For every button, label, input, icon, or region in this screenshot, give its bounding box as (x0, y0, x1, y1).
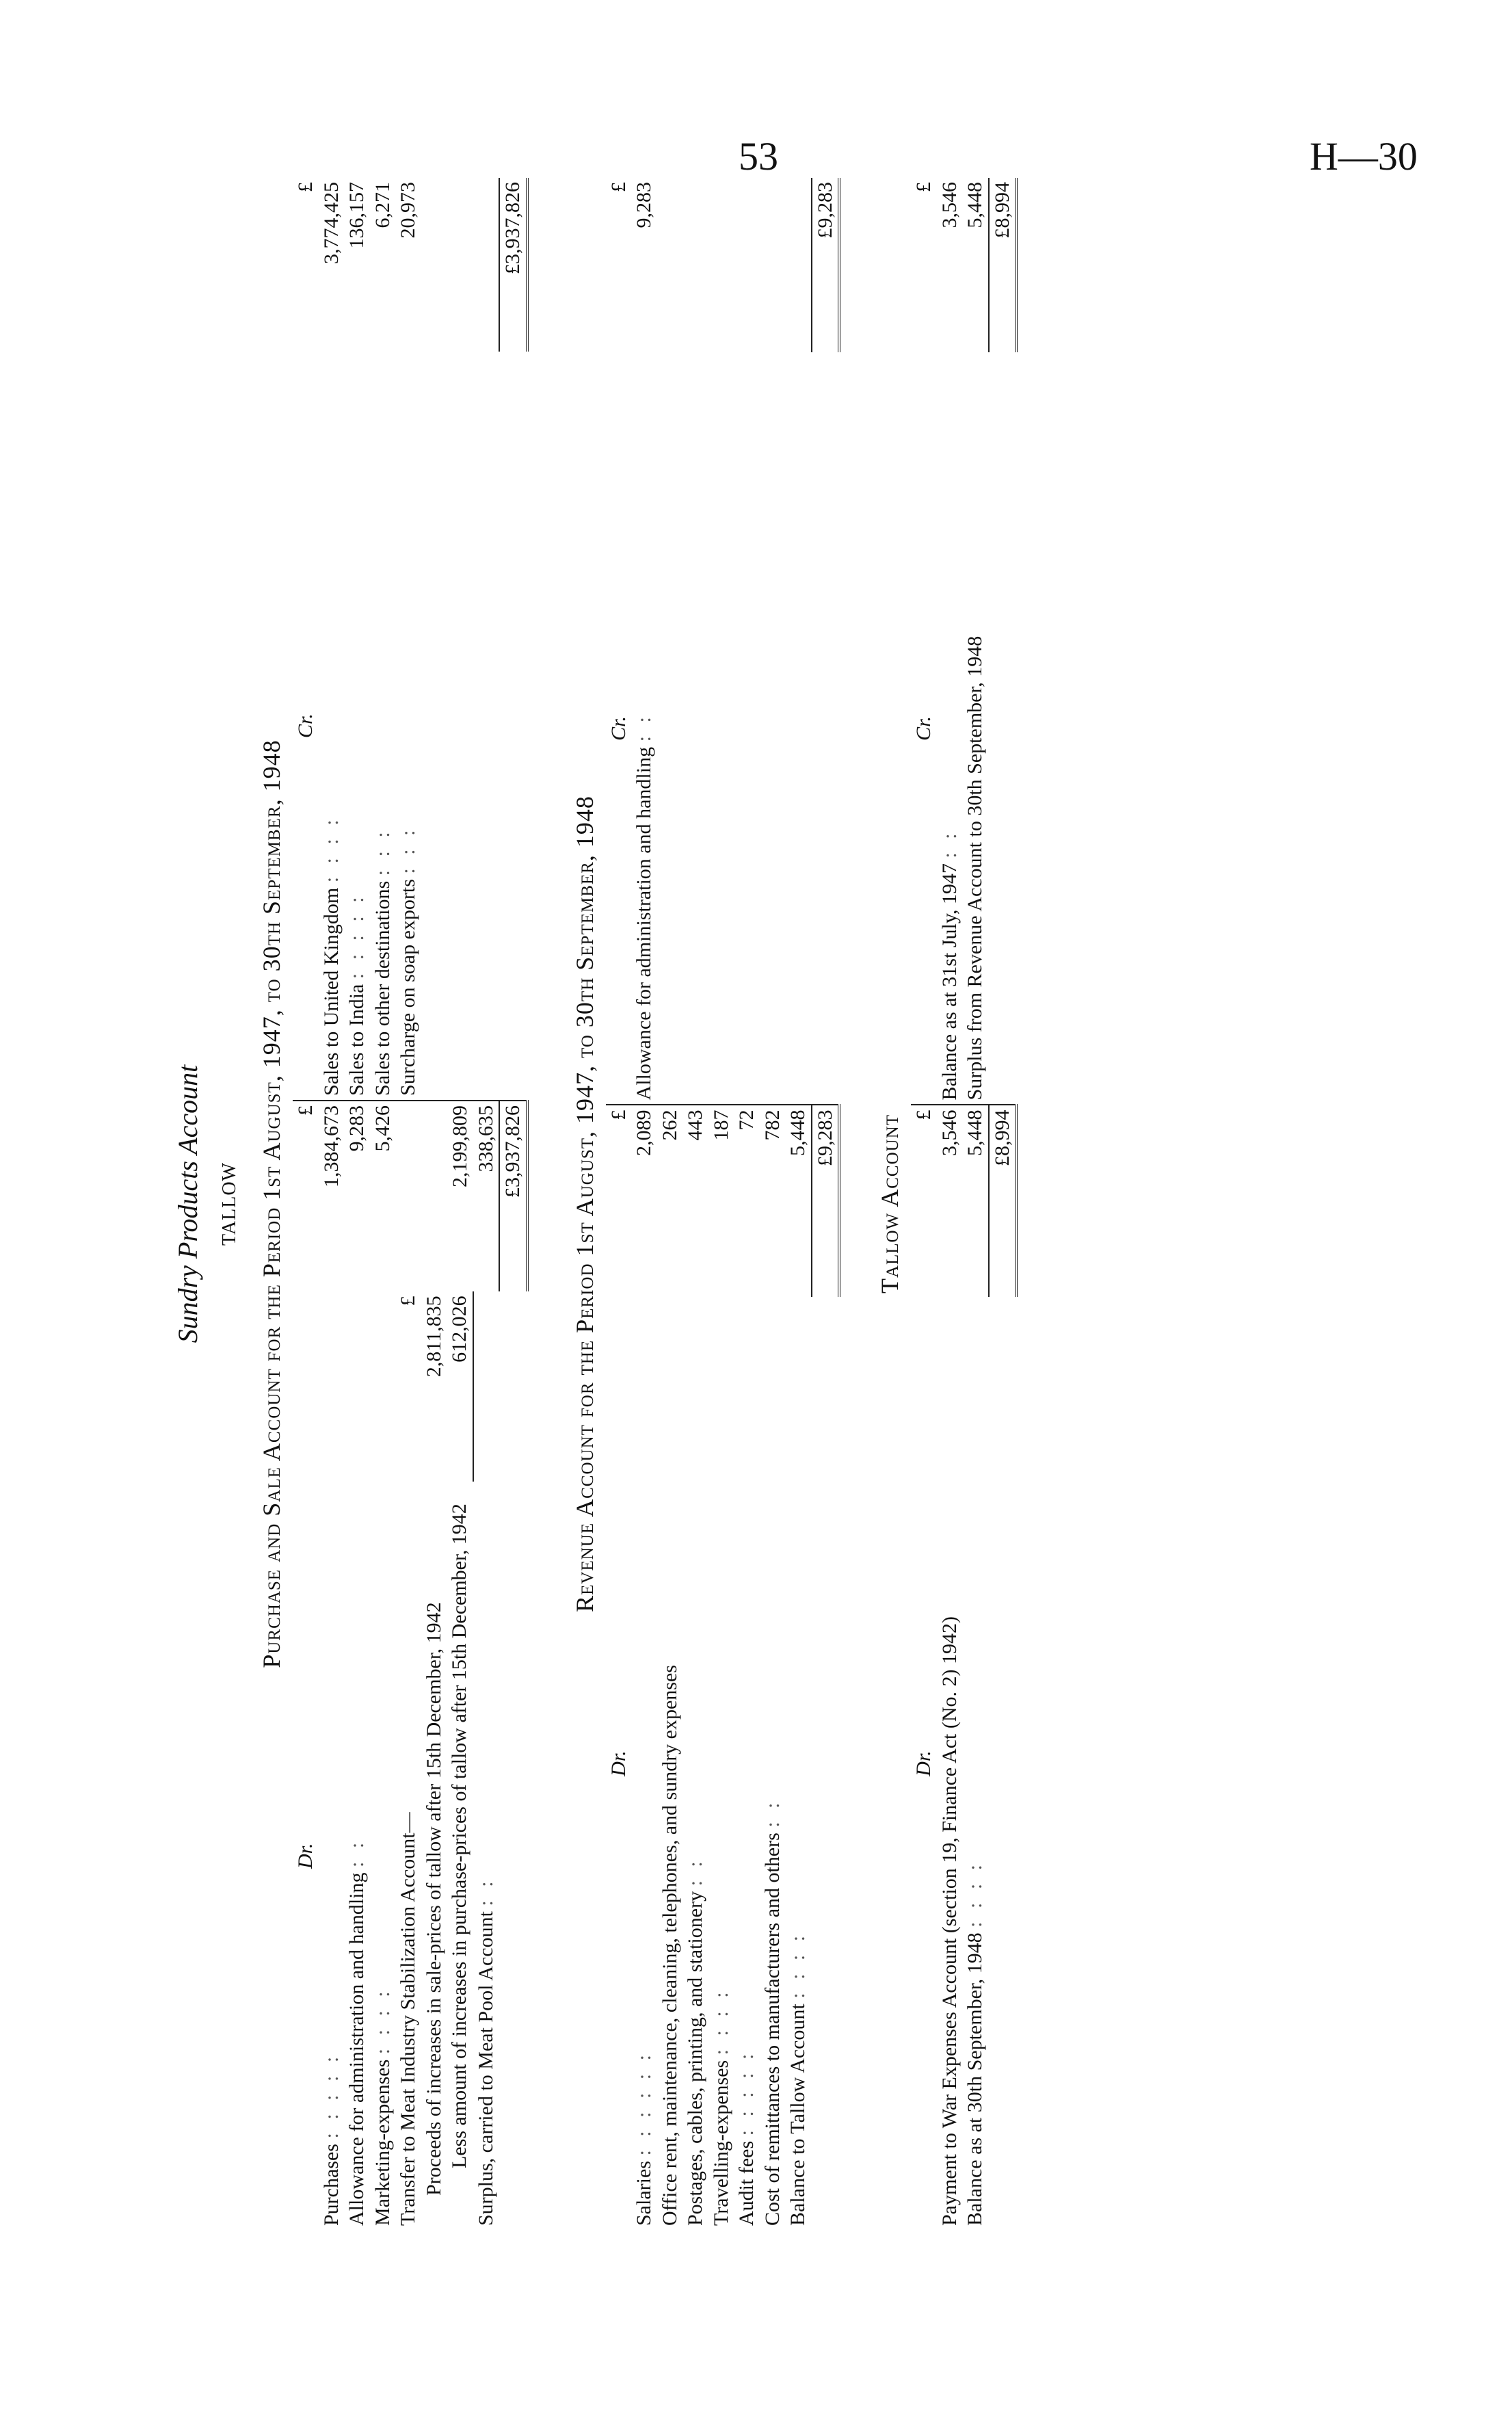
ledger-amount: 20,973 (397, 182, 419, 239)
ledger-amount: 5,448 (964, 1109, 986, 1156)
account-title: Sundry Products Account (172, 1064, 203, 1343)
ledger-amount: 3,546 (938, 1109, 961, 1156)
ledger-amount: 5,448 (964, 182, 986, 228)
pound-symbol: £ (912, 182, 935, 192)
document-reference: H—30 (1310, 134, 1418, 179)
ledger-amount: 6,271 (371, 182, 394, 228)
dr-label: Dr. (607, 1750, 630, 1776)
ledger-amount: 136,157 (345, 182, 368, 249)
dr-label: Dr. (294, 1843, 317, 1869)
page-number: 53 (739, 134, 778, 179)
ledger-item: Surplus, carried to Meat Pool Account : : (474, 1877, 497, 2226)
ledger-item: Allowance for administration and handling : : (631, 352, 657, 1105)
pound-symbol: £ (912, 1109, 935, 1120)
ledger-amount: 262 (658, 1109, 681, 1141)
ledger-item: Purchases : : : : : (319, 2052, 343, 2226)
ledger-amount: 782 (760, 1109, 784, 1141)
ledger-amount: 72 (735, 1109, 758, 1131)
pound-symbol: £ (397, 1296, 419, 1306)
cr-label: Cr. (606, 352, 632, 1105)
rotated-account-content (82, 123, 1395, 2285)
cr-label: Cr. (911, 352, 937, 1105)
ledger-item: Transfer to Meat Industry Stabilization Account— (397, 1812, 419, 2226)
ledger-amount: 9,283 (345, 1105, 368, 1152)
ledger-amount: 1,384,673 (319, 1105, 343, 1187)
ledger-subamount: 2,811,835 (422, 1296, 445, 1378)
ledger-amount: 2,199,809 (449, 1105, 471, 1187)
tallow-table (911, 178, 1018, 2230)
ledger-total: £8,994 (989, 1105, 1017, 1297)
ledger-subamount: 612,026 (448, 1296, 470, 1363)
ledger-total: £3,937,826 (499, 178, 527, 352)
ledger-item: Cost of remittances to manufacturers and others : : (760, 1798, 784, 2226)
ledger-item: Payment to War Expenses Account (section 19, Finance Act (No. 2) 1942) (938, 1616, 961, 2226)
ledger-total: £3,937,826 (499, 1101, 527, 1291)
ledger-amount: 9,283 (633, 182, 655, 228)
ledger-item: Balance to Tallow Account : : : : (786, 1931, 809, 2226)
ledger-amount: 338,635 (474, 1105, 497, 1172)
pound-symbol: £ (607, 182, 630, 192)
pound-symbol: £ (294, 1105, 317, 1116)
ledger-amount: 5,448 (786, 1109, 809, 1156)
ledger-amount: 3,774,425 (319, 182, 343, 264)
ledger-amount: 5,426 (371, 1105, 394, 1152)
ledger-total: £9,283 (812, 178, 840, 352)
ledger-item: Allowance for administration and handling : : (345, 1838, 368, 2226)
ledger-amount: 187 (709, 1109, 732, 1141)
ledger-item: Less amount of increases in purchase-prices of tallow after 15th December, 1942 (448, 1503, 470, 2168)
ledger-item: Postages, cables, printing, and stationery : : (684, 1857, 706, 2226)
ledger-item: Marketing-expenses : : : : (371, 1987, 394, 2226)
account-subtitle: TALLOW (219, 1162, 240, 1246)
cr-label: Cr. (293, 352, 319, 1101)
ledger-item: Office rent, maintenance, cleaning, telephones, and sundry expenses (658, 1665, 681, 2226)
ledger-item: Surcharge on soap exports : : : (395, 352, 421, 1101)
ledger-item: Proceeds of increases in sale-prices of tallow after 15th December, 1942 (422, 1602, 445, 2196)
ledger-item: Sales to United Kingdom : : : : (319, 352, 345, 1101)
ledger-total: £9,283 (812, 1105, 840, 1297)
ledger-amount: 2,089 (633, 1109, 655, 1156)
ledger-amount: 443 (684, 1109, 706, 1141)
tallow-heading: Tallow Account (876, 1114, 903, 1294)
ledger-item: Travelling-expenses : : : : (709, 1988, 732, 2226)
ledger-total: £8,994 (989, 178, 1017, 352)
ledger-amount: 3,546 (938, 182, 961, 228)
dr-label: Dr. (912, 1750, 935, 1776)
ledger-item: Balance as at 30th September, 1948 : : : : (964, 1860, 986, 2226)
pound-symbol: £ (607, 1109, 630, 1120)
ledger-item: Balance as at 31st July, 1947 : : (937, 352, 963, 1105)
purchase-heading: Purchase and Sale Account for the Period 1st August, 1947, to 30th September, 1948 (258, 739, 285, 1668)
ledger-item: Sales to other destinations : : : (370, 352, 396, 1101)
purchase-sale-table (293, 178, 529, 2230)
ledger-item: Surplus from Revenue Account to 30th September, 1948 (962, 352, 989, 1105)
ledger-item: Audit fees : : : : : (735, 2049, 758, 2226)
pound-symbol: £ (294, 182, 317, 192)
ledger-item: Salaries : : : : : : (633, 2051, 655, 2226)
revenue-heading: Revenue Account for the Period 1st August, 1947, to 30th September, 1948 (570, 796, 598, 1612)
ledger-item: Sales to India : : : : : (344, 352, 370, 1101)
revenue-table (606, 178, 841, 2230)
